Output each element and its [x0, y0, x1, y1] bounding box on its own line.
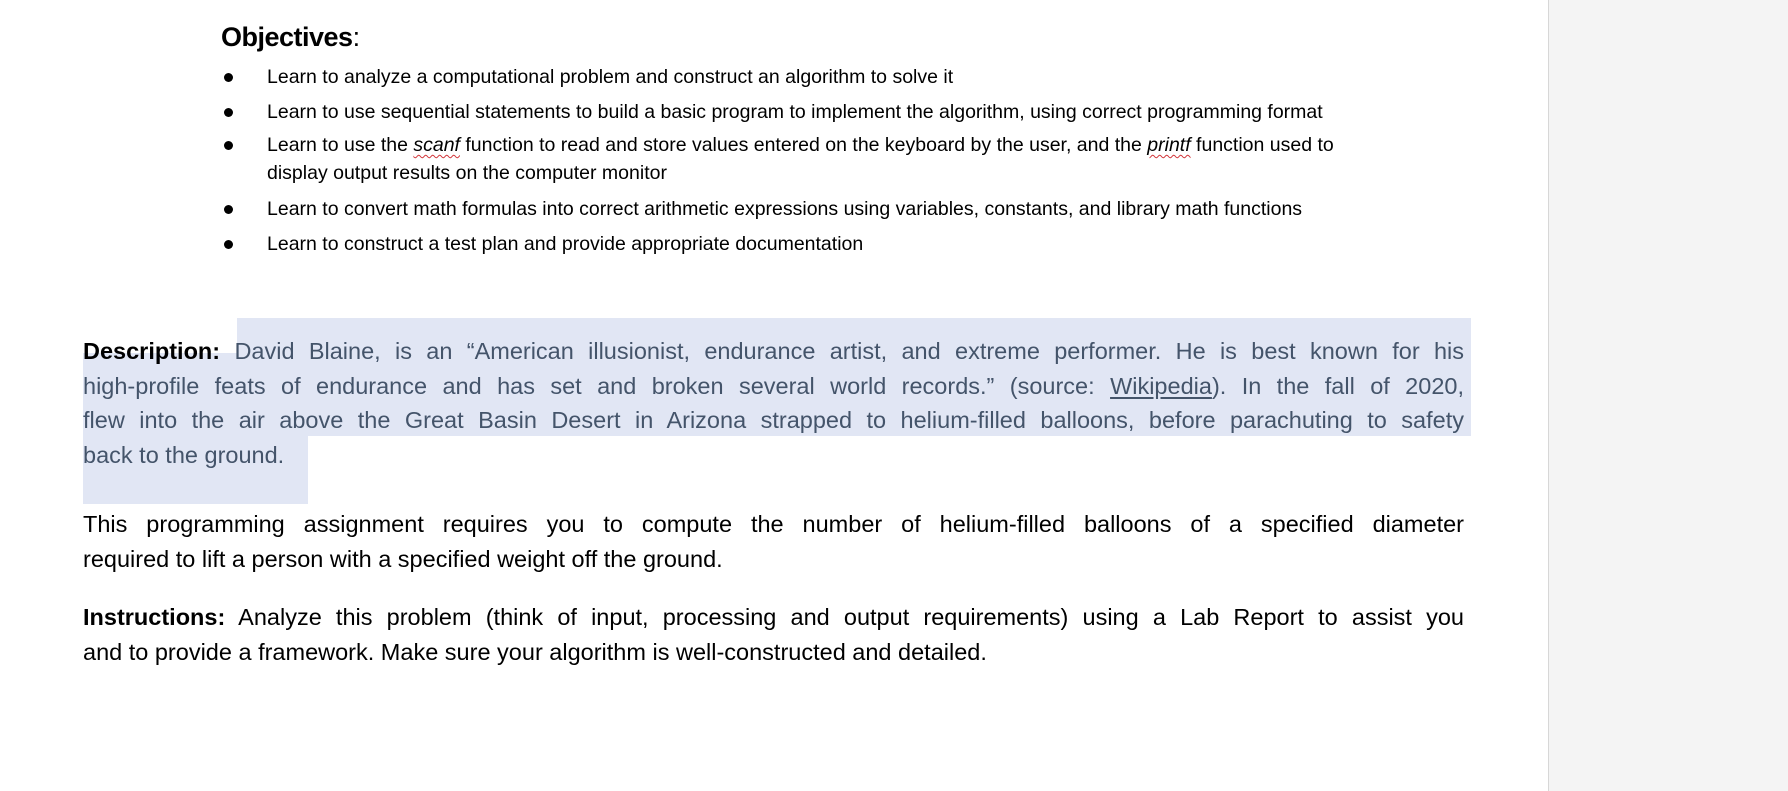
- objectives-heading: [221, 18, 360, 56]
- list-item-text: Learn to convert math formulas into correct arithmetic expressions using variables, constants, and library math functions: [267, 198, 1303, 220]
- instructions-label: Instructions:: [83, 604, 226, 630]
- window-gutter: [1548, 0, 1788, 791]
- list-item-text-part: Learn to use the: [267, 134, 414, 156]
- paragraph-line: and to provide a framework. Make sure your algorithm is well-constructed and detailed.: [83, 638, 987, 665]
- description-text: flew into the air above the Great Basin Desert in Arizona strapped to helium-filled balloons, before parachuting to safety: [83, 407, 1464, 433]
- description-text: David Blaine, is an “American illusionist, endurance artist, and extreme performer. He is best known for his: [234, 338, 1465, 364]
- paragraph-line: [83, 369, 1464, 404]
- instructions-text: Analyze this problem (think of input, processing and output requirements) using a Lab Report to assist you: [238, 604, 1464, 630]
- page-edge-divider: [1548, 0, 1549, 791]
- paragraph-line: [83, 600, 1464, 635]
- paragraph-line: This programming assignment requires you to compute the number of helium-filled balloons of a specified diameter: [83, 511, 1464, 537]
- paragraph-line: required to lift a person with a specified weight off the ground.: [83, 545, 723, 572]
- paragraph-line: [83, 403, 1464, 438]
- assignment-paragraph[interactable]: [83, 507, 1464, 576]
- description-text: ). In the fall of 2020,: [1211, 372, 1464, 399]
- paragraph-line: [83, 438, 1464, 473]
- bullet-icon: [224, 141, 233, 150]
- objectives-heading-colon: :: [352, 22, 360, 52]
- description-text: back to the ground.: [83, 441, 285, 468]
- description-paragraph[interactable]: [83, 334, 1464, 472]
- objectives-heading-text: Objectives: [221, 22, 353, 52]
- paragraph-line: [83, 334, 1464, 369]
- description-text: high-profile feats of endurance and has set and broken several world records.” (source:: [83, 372, 1111, 399]
- list-item-text: [267, 131, 1467, 187]
- list-item-text: Learn to use sequential statements to build a basic program to implement the algorithm, using correct programming format: [267, 101, 1323, 123]
- bullet-icon: [224, 108, 233, 117]
- printf-keyword[interactable]: printf: [1147, 134, 1191, 156]
- list-item-text-part: function used to: [1190, 134, 1334, 156]
- bullet-icon: [224, 73, 233, 82]
- description-label: Description:: [83, 338, 221, 364]
- list-item-text: Learn to analyze a computational problem and construct an algorithm to solve it: [267, 66, 954, 88]
- list-item-text-part: display output results on the computer monitor: [267, 162, 667, 184]
- scanf-keyword[interactable]: scanf: [413, 134, 460, 156]
- bullet-icon: [224, 205, 233, 214]
- instructions-paragraph[interactable]: [83, 600, 1464, 669]
- list-item-text: Learn to construct a test plan and provide appropriate documentation: [267, 233, 864, 255]
- bullet-icon: [224, 240, 233, 249]
- wikipedia-link[interactable]: Wikipedia: [1110, 372, 1212, 399]
- list-item-text-part: function to read and store values entered on the keyboard by the user, and the: [459, 134, 1148, 156]
